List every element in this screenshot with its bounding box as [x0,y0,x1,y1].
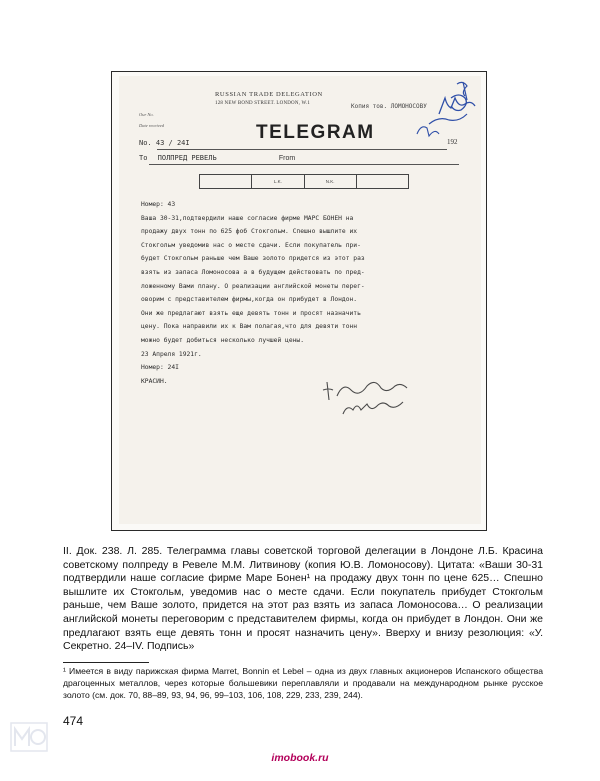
box-empty-2 [357,175,408,188]
to-line: To ПОЛПРЕД РЕВЕЛЬ From [139,154,296,162]
telegram-number-suffix: 24I [176,139,190,147]
page-number: 474 [63,714,84,728]
from-label: From [278,155,296,162]
typed-line: будет Стокгольм раньше чем Ваше золото придется из этот раз [141,255,365,263]
site-link[interactable]: imobook.ru [271,752,329,764]
typed-line: ложенному Вами плану. О реализации английской монеты перег- [141,282,365,290]
typed-line: Номер: 24I [141,364,179,372]
typed-line: цену. Пока направили их к Вам полагая,что для девяти тонн [141,323,358,331]
footnote: ¹ Имеется в виду парижская фирма Marret, Bonnin et Lebel – одна из двух главных акционеров Испанского общества драгоценных металлов, через которые большевики переплавляли и продавали на международном рынке русское золото (см. док. 70, 88–89, 93, 94, 96, 99–103, 106, 108, 229, 233, 239, 244). [63,666,543,700]
typed-line: продажу двух тонн по 625 фоб Стокгольм. Спешно вышлите их [141,228,358,236]
typed-text [141,198,471,388]
handwritten-resolution-icon [399,78,483,144]
org-header [215,90,323,108]
date-received-label: Date received [139,123,164,128]
typed-line: 23 Апреля 1921г. [141,350,202,358]
typed-line: оворим с представителем фирмы,когда он прибудет в Лондон. [141,296,358,304]
recipient: ПОЛПРЕД РЕВЕЛЬ [157,154,217,162]
typed-line: Номер: 43 [141,201,176,208]
box-lk: L.K. [252,175,304,188]
service-boxes [199,174,409,189]
telegram-number: 43 [155,139,165,147]
typed-line: Они же предлагают взять еще девять тонн и просят назначить [141,309,361,317]
form-title: TELEGRAM [256,122,375,143]
document-photo [111,71,487,531]
org-name: RUSSIAN TRADE DELEGATION [215,91,323,98]
telegram-form [119,76,481,524]
publisher-logo-icon [10,722,48,752]
copy-stamp: Копия тов. ЛОМОНОСОВУ [351,103,427,110]
org-address: 128 NEW BOND STREET. LONDON, W.1 [215,101,311,106]
figure-caption: II. Док. 238. Л. 285. Телеграмма главы советской торговой делегации в Лондоне Л.Б. Красина советскому полпреду в Ревеле М.М. Литвинову (копия Ю.В. Ломоносову). Цитата: «Ваши 30-31 подтвердили наше согласие фирме Маре Бонен¹ на продажу двух тонн по цене 625… Спешно вышлите их Стокгольм, уведомив нас о месте сдачи. Если покупатель прибудет Стокгольм раньше, чем Ваше золото, придется на этот раз взять из запаса Ломоносова… О реализации английской монеты переговорим с представителем фирмы, когда он прибудет в Лондон. Они же предлагают взять еще девять тонн и просят назначить цену». Вверху и внизу резолюция: «У. Секретно. 24–IV. Подпись» [63,545,543,653]
year-label: 192 [447,138,458,146]
typed-line: взять из запаса Ломоносова а в будущем действовать по пред- [141,268,365,276]
box-nk: N.K. [305,175,357,188]
our-no-label: Our No. [139,112,154,117]
box-empty [200,175,252,188]
typed-line: КРАСИН. [141,377,168,385]
telegram-number-line: No. 43 / 24I [139,139,190,147]
to-rule [149,164,459,165]
handwritten-signature-icon [319,376,419,422]
footnote-divider [63,662,149,663]
typed-line: Стокгольм уведомив нас о месте сдачи. Если покупатель при- [141,241,361,249]
typed-line: Ваша 30-31,подтвердили наше согласие фирме МАРС БОНЕН на [141,214,354,222]
number-rule [157,149,447,150]
typed-line: можно будет добиться несколько лучшей цены. [141,336,305,344]
